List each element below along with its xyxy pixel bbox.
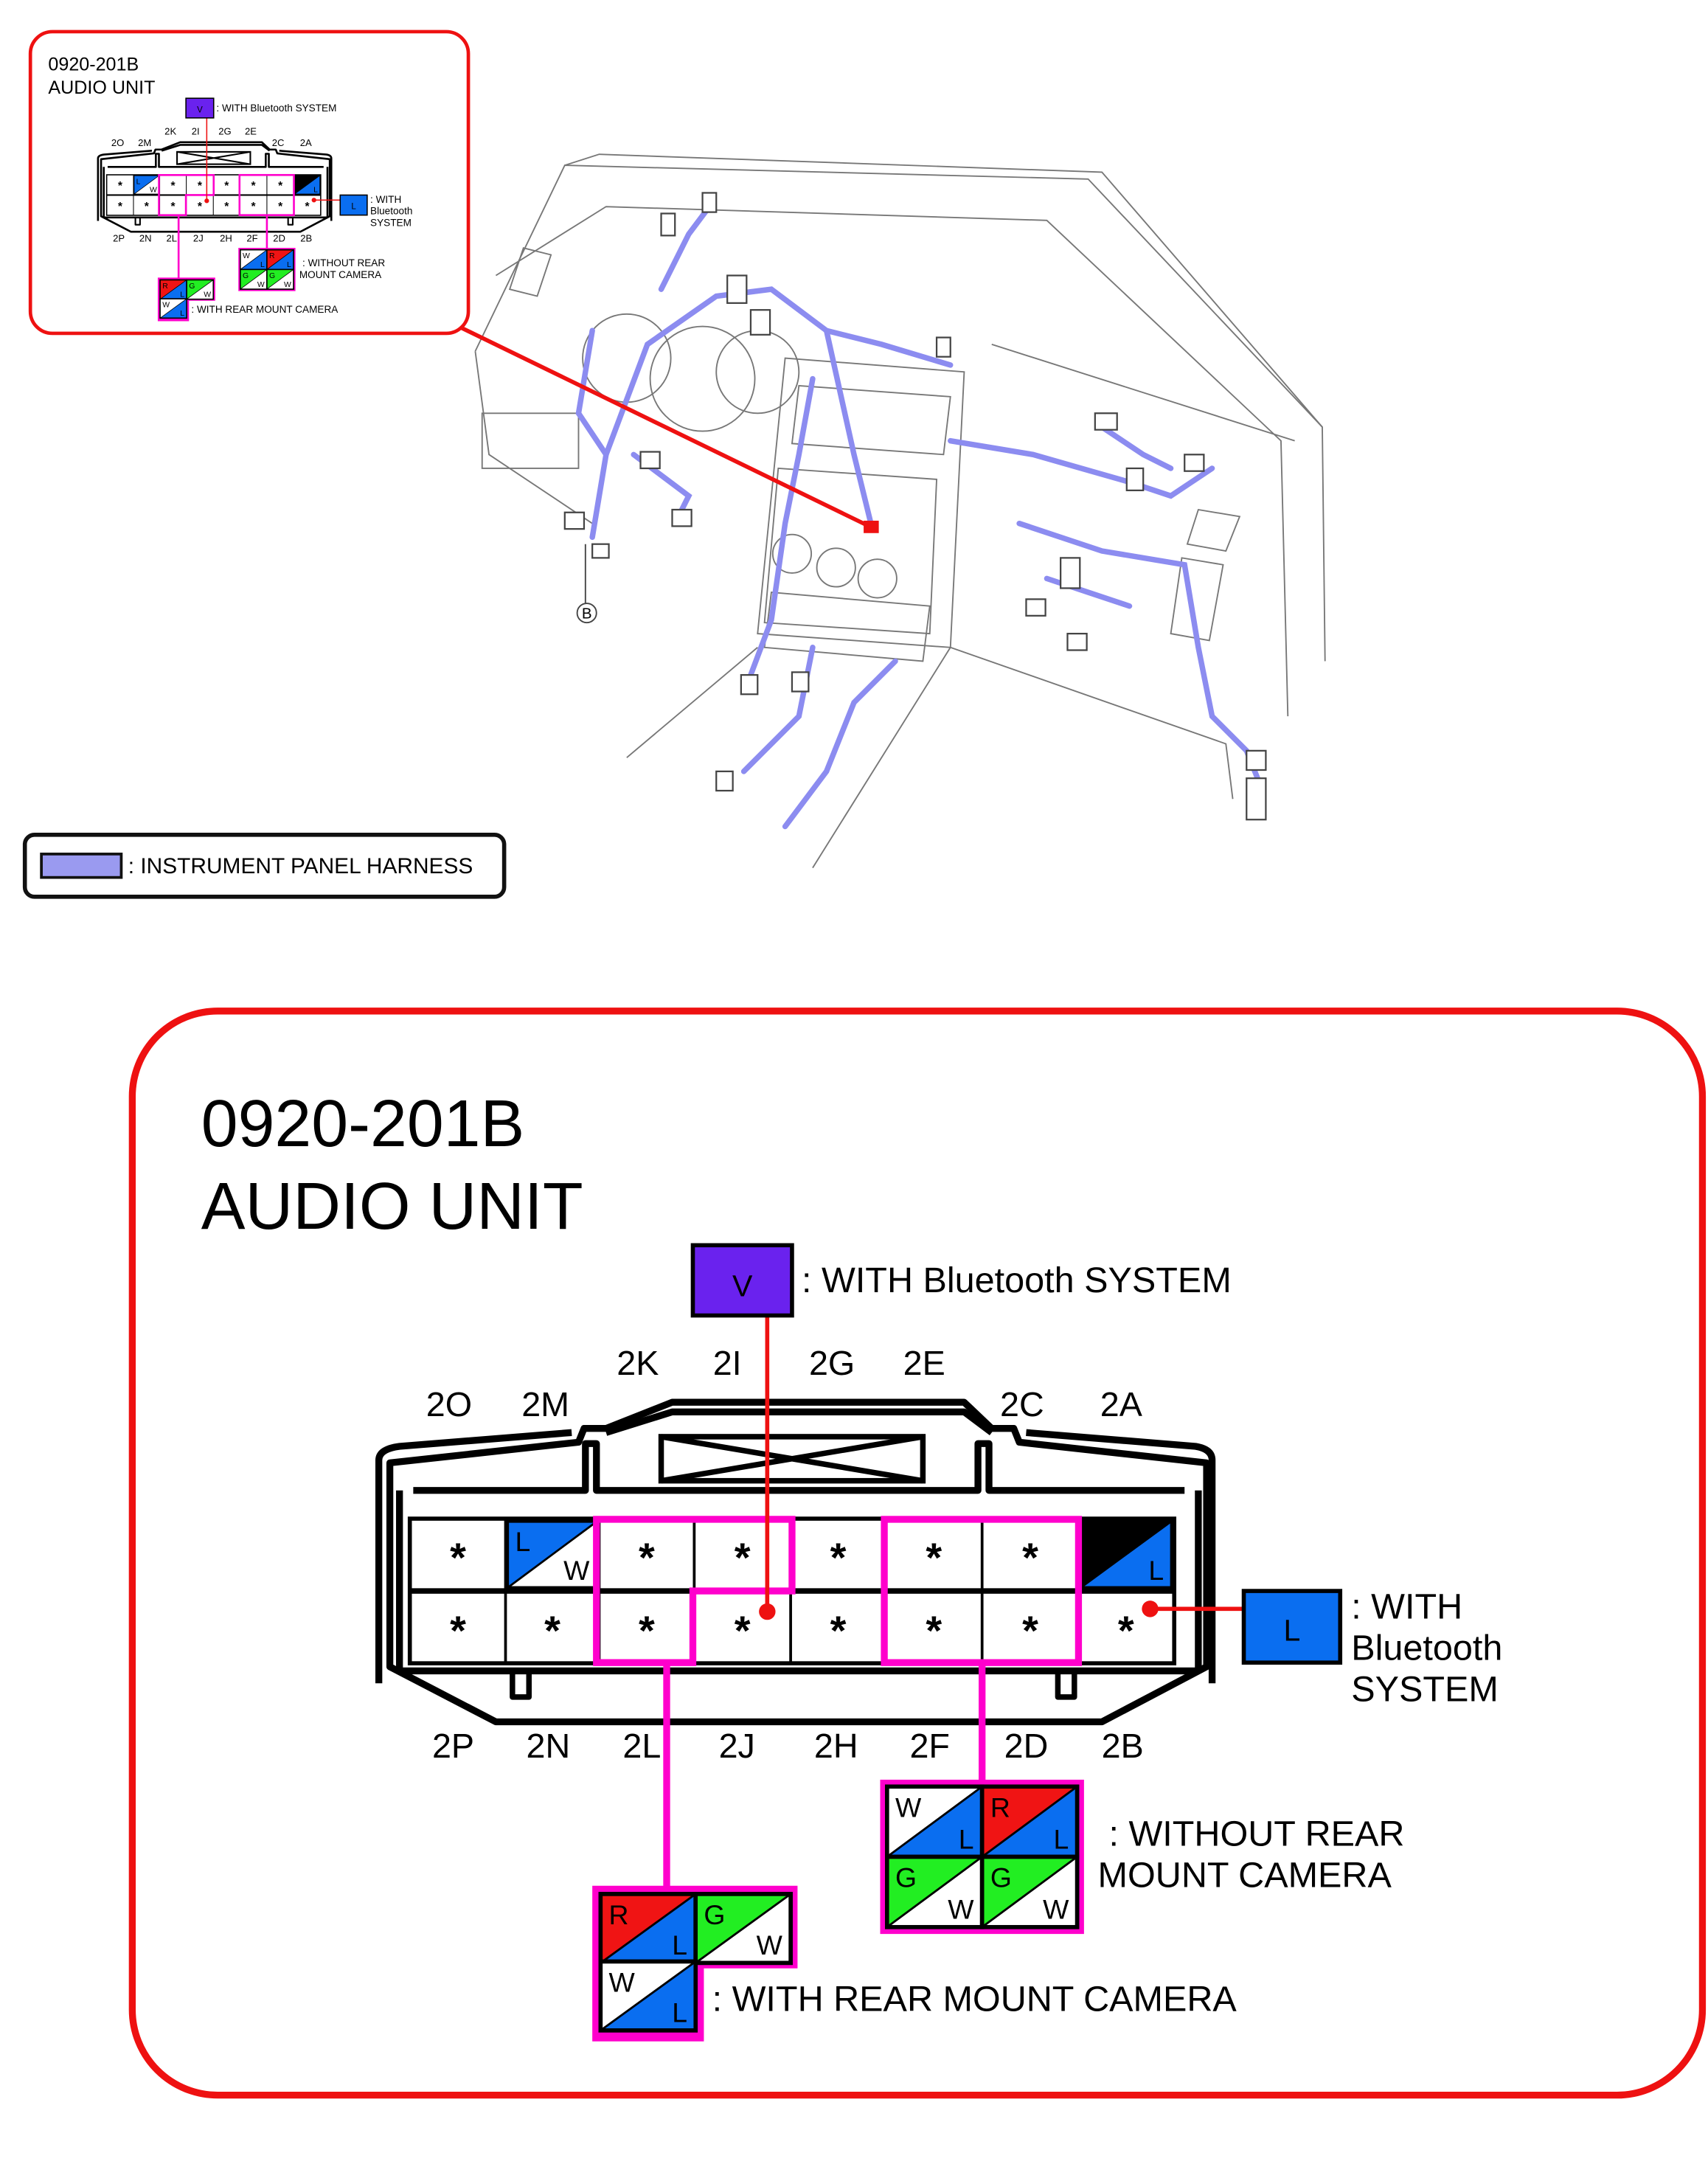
pin-cell <box>412 1521 504 1589</box>
harness-swatch <box>41 854 121 878</box>
wire-color-code: G <box>704 1899 726 1931</box>
pin-label: 2D <box>1004 1727 1049 1766</box>
legend-label: : INSTRUMENT PANEL HARNESS <box>128 854 473 879</box>
bluetooth-l-code: L <box>1283 1613 1301 1648</box>
unused-pin-mark: * <box>450 1606 466 1654</box>
bluetooth-v-label: : WITH Bluetooth SYSTEM <box>802 1260 1232 1300</box>
connector-location-marker <box>864 521 879 533</box>
wire-color-code: L <box>1053 1823 1069 1855</box>
wire-color-code: L <box>515 1525 531 1557</box>
unused-pin-mark: * <box>926 1606 942 1654</box>
wire-color-cell <box>507 1521 597 1589</box>
connector-icons <box>565 193 1266 819</box>
wire-color-code: W <box>756 1929 782 1961</box>
pointer-line <box>462 327 872 527</box>
wire-color-cell <box>982 1857 1077 1927</box>
without-camera-label: : WITHOUT REAR <box>1108 1814 1405 1854</box>
wire-color-code: L <box>672 1929 688 1961</box>
wire-color-code: R <box>608 1899 629 1931</box>
pin-label: 2P <box>431 1727 475 1766</box>
wire-color-code: W <box>948 1893 974 1925</box>
dashboard-illustration <box>475 154 1325 867</box>
unused-pin-mark: * <box>450 1533 466 1581</box>
wire-color-cell <box>887 1857 982 1927</box>
pin-cell <box>792 1594 884 1662</box>
pin-label: 2N <box>526 1727 571 1766</box>
pin-cell <box>887 1521 981 1589</box>
pin-label: 2C <box>1000 1384 1044 1423</box>
wire-color-cell <box>600 1894 695 1963</box>
wire-color-code: G <box>895 1862 917 1893</box>
wire-color-cell <box>1080 1521 1172 1589</box>
unused-pin-mark: * <box>1117 1606 1134 1654</box>
wire-color-cell <box>982 1786 1077 1856</box>
without-camera-label: MOUNT CAMERA <box>1097 1855 1392 1896</box>
pin-label: 2G <box>808 1343 855 1382</box>
wire-color-cell <box>887 1786 982 1856</box>
unused-pin-mark: * <box>544 1606 560 1654</box>
pin-label: 2O <box>426 1384 473 1423</box>
pin-cell <box>507 1594 597 1662</box>
pin-label: 2A <box>1100 1384 1142 1423</box>
pin-cell <box>984 1594 1077 1662</box>
wire-color-code: R <box>990 1792 1010 1823</box>
pin-label: 2B <box>1101 1727 1144 1766</box>
lock-window <box>662 1437 923 1481</box>
connector-name: AUDIO UNIT <box>201 1168 583 1243</box>
bluetooth-v-dot <box>759 1603 775 1620</box>
unused-pin-mark: * <box>926 1533 942 1581</box>
pin-cell <box>695 1521 789 1589</box>
pin-label: 2E <box>903 1343 945 1382</box>
bluetooth-l-dot <box>1142 1601 1158 1617</box>
unused-pin-mark: * <box>639 1606 655 1654</box>
legend <box>25 835 504 897</box>
unused-pin-mark: * <box>830 1533 847 1581</box>
pin-label: 2J <box>718 1727 755 1766</box>
wire-color-code: L <box>672 1997 688 2028</box>
callout-marker: B <box>581 605 592 623</box>
wire-color-code: L <box>958 1823 974 1855</box>
bluetooth-l-label: SYSTEM <box>1351 1669 1499 1710</box>
wire-color-code: W <box>1043 1893 1069 1925</box>
wire-color-code: G <box>990 1862 1012 1893</box>
pin-label: 2M <box>521 1384 570 1423</box>
pin-cell <box>1080 1594 1172 1662</box>
pin-cell <box>600 1594 692 1662</box>
connector-code: 0920-201B <box>201 1086 525 1160</box>
connector-detail <box>201 1086 1503 2042</box>
unused-pin-mark: * <box>734 1606 751 1654</box>
pin-cell <box>984 1521 1077 1589</box>
bluetooth-l-label: Bluetooth <box>1351 1628 1503 1668</box>
unused-pin-mark: * <box>830 1606 847 1654</box>
wire-color-code: L <box>1148 1555 1164 1586</box>
pin-label: 2L <box>622 1727 662 1766</box>
wire-color-code: B <box>1088 1525 1107 1557</box>
pin-label: 2K <box>617 1343 659 1382</box>
pin-cell <box>887 1594 981 1662</box>
pin-cell <box>695 1594 789 1662</box>
pin-label: 2H <box>813 1727 858 1766</box>
pin-label: 2F <box>909 1727 950 1766</box>
unused-pin-mark: * <box>1022 1533 1038 1581</box>
bluetooth-v-code: V <box>732 1269 753 1303</box>
bluetooth-l-label: : WITH <box>1351 1586 1463 1627</box>
wire-color-cell <box>695 1894 791 1963</box>
wire-color-code: W <box>895 1792 922 1823</box>
with-camera-label: : WITH REAR MOUNT CAMERA <box>712 1979 1237 2019</box>
pin-cell <box>600 1521 692 1589</box>
pin-label: 2I <box>712 1343 742 1382</box>
wire-color-cell <box>600 1961 695 2030</box>
pin-cell <box>792 1521 884 1589</box>
wire-color-code: W <box>563 1555 590 1586</box>
pin-cell <box>412 1594 504 1662</box>
wire-color-code: W <box>608 1966 635 1998</box>
unused-pin-mark: * <box>1022 1606 1038 1654</box>
unused-pin-mark: * <box>734 1533 751 1581</box>
unused-pin-mark: * <box>639 1533 655 1581</box>
